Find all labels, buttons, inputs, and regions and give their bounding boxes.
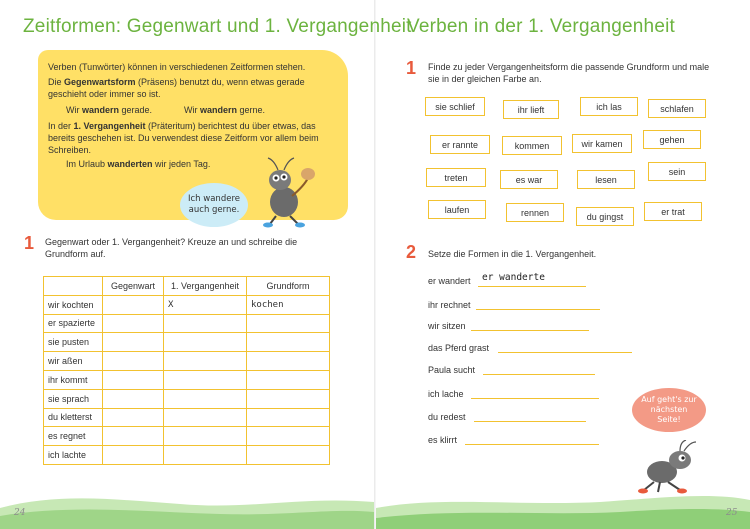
table-cell-gegenwart[interactable] bbox=[103, 295, 164, 314]
fill-line[interactable] bbox=[478, 285, 586, 287]
table-row bbox=[44, 389, 330, 408]
fill-line[interactable] bbox=[476, 308, 600, 310]
table-cell-grundform[interactable] bbox=[247, 389, 330, 408]
table-cell-grundform[interactable] bbox=[247, 446, 330, 465]
word-box[interactable]: ihr lieft bbox=[503, 100, 559, 119]
table-header-row bbox=[44, 277, 330, 296]
table-cell-verb: ihr kommt bbox=[44, 370, 103, 389]
table-cell-verb: ich lachte bbox=[44, 446, 103, 465]
word-box[interactable]: du gingst bbox=[576, 207, 634, 226]
word-box[interactable]: kommen bbox=[502, 136, 562, 155]
table-cell-grundform[interactable]: kochen bbox=[247, 295, 330, 314]
table-cell-gegenwart[interactable] bbox=[103, 314, 164, 333]
table-cell-vergangenheit[interactable] bbox=[164, 333, 247, 352]
table-cell-grundform[interactable] bbox=[247, 333, 330, 352]
table-cell-vergangenheit[interactable] bbox=[164, 389, 247, 408]
table-cell-verb: wir kochten bbox=[44, 295, 103, 314]
fill-line[interactable] bbox=[471, 397, 599, 399]
table-cell-verb: sie pusten bbox=[44, 333, 103, 352]
fill-row-prompt: Paula sucht bbox=[428, 365, 476, 375]
word-box[interactable]: sie schlief bbox=[425, 97, 485, 116]
word-box[interactable]: schlafen bbox=[648, 99, 706, 118]
fill-row-prompt: du redest bbox=[428, 412, 466, 422]
table-cell-gegenwart[interactable] bbox=[103, 408, 164, 427]
word-box[interactable]: treten bbox=[426, 168, 486, 187]
table-cell-vergangenheit[interactable] bbox=[164, 352, 247, 371]
fill-line[interactable] bbox=[474, 420, 586, 422]
info-example-3: Im Urlaub wanderten wir jeden Tag. bbox=[66, 159, 211, 169]
table-header-gegenwart: Gegenwart bbox=[103, 277, 164, 296]
word-box[interactable]: wir kamen bbox=[572, 134, 632, 153]
task-text-right-2: Setze die Formen in die 1. Vergangenheit. bbox=[428, 249, 597, 259]
table-cell-gegenwart[interactable] bbox=[103, 427, 164, 446]
left-page-title: Zeitformen: Gegenwart und 1. Vergangenheit bbox=[23, 16, 412, 37]
table-header-vergangenheit: 1. Vergangenheit bbox=[164, 277, 247, 296]
fill-row-prompt: es klirrt bbox=[428, 435, 457, 445]
table-cell-verb: sie sprach bbox=[44, 389, 103, 408]
table-cell-verb: wir aßen bbox=[44, 352, 103, 371]
info-paragraph-2: Die Gegenwartsform (Präsens) benutzt du, wenn etwas gerade geschieht oder immer so ist. bbox=[48, 77, 305, 99]
table-row bbox=[44, 370, 330, 389]
table-cell-grundform[interactable] bbox=[247, 408, 330, 427]
table-row bbox=[44, 333, 330, 352]
table-cell-gegenwart[interactable] bbox=[103, 352, 164, 371]
page-number-left: 24 bbox=[14, 508, 26, 518]
word-box[interactable]: sein bbox=[648, 162, 706, 181]
word-box[interactable]: lesen bbox=[577, 170, 635, 189]
table-row bbox=[44, 352, 330, 371]
speech-bubble-right: Auf geht's zur nächsten Seite! bbox=[632, 388, 706, 432]
page-spine bbox=[374, 0, 376, 529]
table-row bbox=[44, 295, 330, 314]
info-paragraph-3: In der 1. Vergangenheit (Präteritum) berichtest du über etwas, das bereits geschehen ist. Du verwendest diese Zeitform vor allem beim Schreiben. bbox=[48, 121, 319, 155]
task-number-right-1: 1 bbox=[406, 58, 417, 78]
table-header-grundform: Grundform bbox=[247, 277, 330, 296]
fill-row-prompt: ich lache bbox=[428, 389, 464, 399]
fill-line[interactable] bbox=[483, 373, 595, 375]
table-cell-vergangenheit[interactable]: X bbox=[164, 295, 247, 314]
ant-mascot-icon bbox=[256, 152, 320, 228]
table-cell-grundform[interactable] bbox=[247, 352, 330, 371]
info-paragraph-1: Verben (Tunwörter) können in verschiedenen Zeitformen stehen. bbox=[48, 62, 306, 72]
word-box[interactable]: ich las bbox=[580, 97, 638, 116]
ant-runner-icon bbox=[636, 440, 706, 496]
word-box[interactable]: gehen bbox=[643, 130, 701, 149]
word-box[interactable]: er rannte bbox=[430, 135, 490, 154]
fill-line[interactable] bbox=[498, 351, 632, 353]
fill-row-prompt: er wandert bbox=[428, 276, 471, 286]
fill-row-prompt: das Pferd grast bbox=[428, 343, 490, 353]
table-cell-vergangenheit[interactable] bbox=[164, 314, 247, 333]
table-cell-vergangenheit[interactable] bbox=[164, 370, 247, 389]
table-cell-grundform[interactable] bbox=[247, 370, 330, 389]
table-cell-gegenwart[interactable] bbox=[103, 333, 164, 352]
fill-line[interactable] bbox=[465, 443, 599, 445]
right-page-title: Verben in der 1. Vergangenheit bbox=[407, 16, 675, 37]
table-cell-verb: er spazierte bbox=[44, 314, 103, 333]
task-text-right-1: Finde zu jeder Vergangenheitsform die passende Grundform und male sie in der gleichen Farbe an. bbox=[428, 62, 710, 84]
word-box[interactable]: es war bbox=[500, 170, 558, 189]
table-cell-verb: du kletterst bbox=[44, 408, 103, 427]
word-box[interactable]: rennen bbox=[506, 203, 564, 222]
task-number-right-2: 2 bbox=[406, 242, 417, 262]
fill-line[interactable] bbox=[471, 329, 589, 331]
table-cell-gegenwart[interactable] bbox=[103, 389, 164, 408]
speech-bubble-left: Ich wandere auch gerne. bbox=[180, 183, 248, 227]
table-cell-gegenwart[interactable] bbox=[103, 446, 164, 465]
table-row bbox=[44, 314, 330, 333]
page-number-right: 25 bbox=[726, 508, 738, 518]
word-box[interactable]: laufen bbox=[428, 200, 486, 219]
table-cell-vergangenheit[interactable] bbox=[164, 446, 247, 465]
word-box[interactable]: er trat bbox=[644, 202, 702, 221]
table-row bbox=[44, 446, 330, 465]
table-cell-vergangenheit[interactable] bbox=[164, 408, 247, 427]
table-cell-verb: es regnet bbox=[44, 427, 103, 446]
task-text-left: Gegenwart oder 1. Vergangenheit? Kreuze an und schreibe die Grundform auf. bbox=[45, 237, 298, 259]
verb-table bbox=[43, 276, 330, 465]
task-number-left: 1 bbox=[24, 233, 35, 253]
fill-row-prompt: wir sitzen bbox=[428, 321, 466, 331]
fill-row-prompt: ihr rechnet bbox=[428, 300, 471, 310]
table-cell-vergangenheit[interactable] bbox=[164, 427, 247, 446]
table-row bbox=[44, 427, 330, 446]
fill-row-answer: er wanderte bbox=[482, 272, 545, 283]
table-cell-gegenwart[interactable] bbox=[103, 370, 164, 389]
table-cell-grundform[interactable] bbox=[247, 427, 330, 446]
table-cell-grundform[interactable] bbox=[247, 314, 330, 333]
table-header-verb bbox=[44, 277, 103, 296]
table-row bbox=[44, 408, 330, 427]
